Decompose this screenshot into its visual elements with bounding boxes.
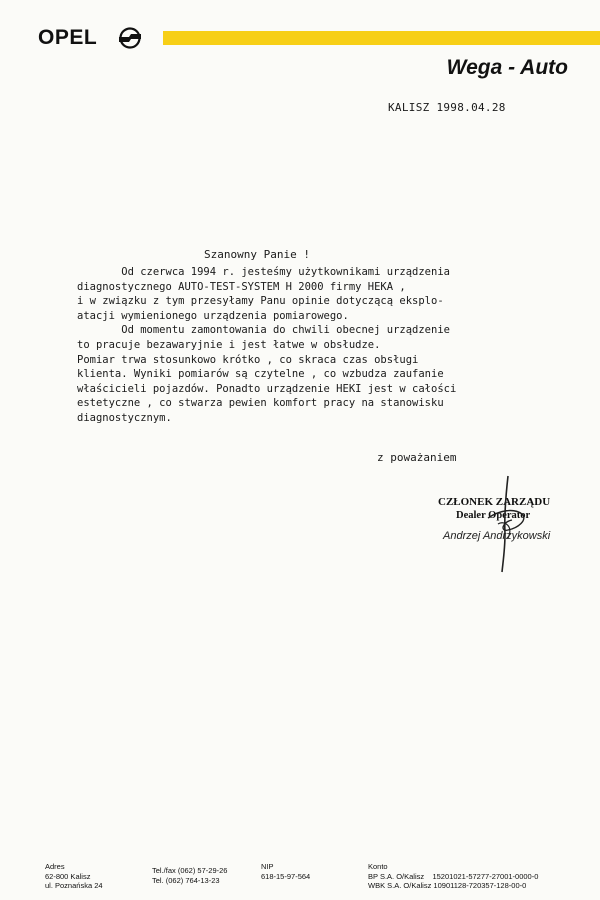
body-line: estetyczne , co stwarza pewien komfort pracy na stanowisku — [77, 397, 444, 410]
footer-nip — [261, 862, 310, 881]
footer-account-line: WBK S.A. O/Kalisz 10901128-720357-128-00-0 — [368, 881, 527, 890]
body-line: diagnostycznym. — [77, 411, 172, 424]
body-line: Od momentu zamontowania do chwili obecnej urządzenie — [77, 324, 450, 337]
body-line: właścicieli pojazdów. Ponadto urządzenie HEKI jest w całości — [77, 382, 457, 395]
footer-address — [45, 862, 103, 891]
body-line: atacji wymienionego urządzenia pomiarowego. — [77, 309, 349, 322]
footer-account — [368, 862, 538, 891]
footer-nip-label: NIP — [261, 862, 274, 871]
footer-address-line: 62-800 Kalisz — [45, 871, 91, 881]
body-line: klienta. Wyniki pomiarów są czytelne , co wzbudza zaufanie — [77, 368, 444, 381]
dealer-name: Wega - Auto — [446, 56, 568, 79]
footer-nip-value: 618-15-97-564 — [261, 871, 311, 881]
body-line: i w związku z tym przesyłamy Panu opinie dotyczącą eksplo- — [77, 295, 444, 308]
letter-date: KALISZ 1998.04.28 — [388, 101, 506, 114]
footer-phone-line: Tel. (062) 764-13-23 — [152, 875, 220, 885]
footer-account-label: Konto — [368, 862, 388, 871]
body-line: to pracuje bezawaryjnie i jest łatwe w obsłudze. — [77, 338, 381, 351]
footer-address-label: Adres — [45, 862, 65, 871]
opel-blitz-emblem-icon — [119, 27, 141, 49]
footer-account-line: BP S.A. O/Kalisz 15201021-57277-27001-0000-0 — [368, 871, 539, 881]
footer-phone — [152, 866, 227, 885]
salutation: Szanowny Panie ! — [204, 248, 310, 261]
brand-color-band — [163, 31, 600, 45]
handwritten-signature — [478, 474, 538, 574]
closing-phrase: z poważaniem — [377, 451, 457, 464]
footer-phone-line: Tel./fax (062) 57-29-26 — [152, 866, 228, 875]
brand-logo: OPEL — [38, 26, 98, 49]
signer-name: Andrzej Andrzykowski — [443, 530, 551, 542]
footer-address-line: ul. Poznańska 24 — [45, 881, 103, 890]
body-line: Pomiar trwa stosunkowo krótko , co skraca czas obsługi — [77, 353, 419, 366]
body-line: Od czerwca 1994 r. jesteśmy użytkownikami urządzenia — [77, 266, 450, 278]
letter-body — [77, 265, 577, 426]
signer-role: Dealer Operator — [456, 510, 531, 521]
signer-title: CZŁONEK ZARZĄDU — [438, 496, 551, 508]
body-line: diagnostycznego AUTO-TEST-SYSTEM H 2000 firmy HEKA , — [77, 280, 406, 293]
